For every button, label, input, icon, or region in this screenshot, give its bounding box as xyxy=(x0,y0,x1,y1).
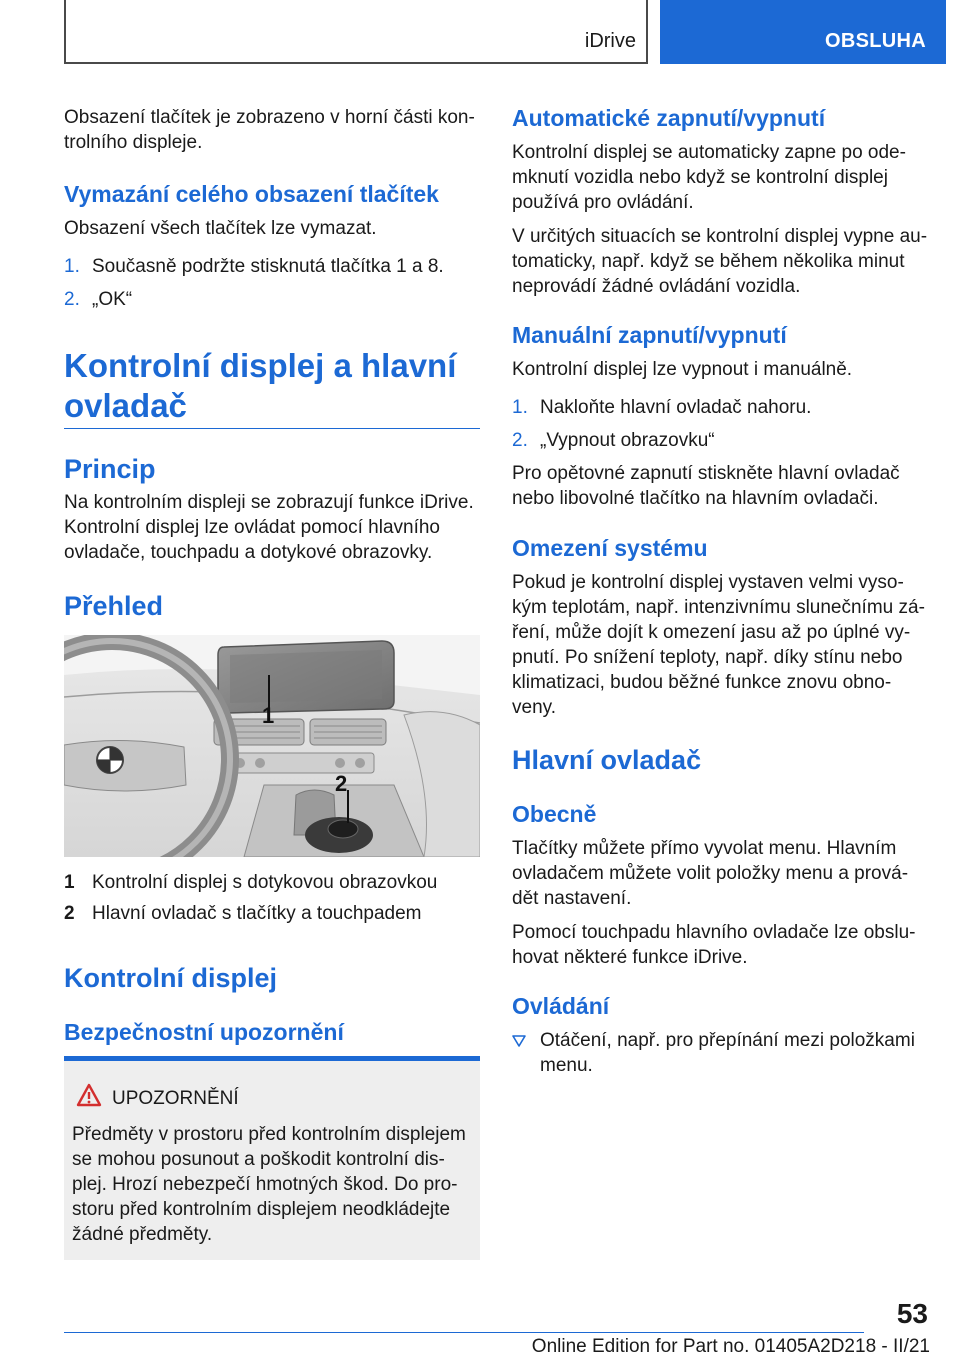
caption-number: 1 xyxy=(64,872,75,893)
general-p2-line-1: Pomocí touchpadu hlavního ovladače lze obslu- xyxy=(512,922,916,943)
clear-step-2 xyxy=(64,287,480,312)
limit-line-1: Pokud je kontrolní displej vystaven velmi vyso- xyxy=(512,572,904,593)
general-heading: Obecně xyxy=(512,801,597,827)
main-title-line-2: ovladač xyxy=(64,387,187,424)
figure-callout-2: 2 xyxy=(335,771,348,796)
caption-text: Kontrolní displej s dotykovou obrazovkou xyxy=(92,872,438,893)
auto-p2-line-1: V určitých situacích se kontrolní displej vypne au- xyxy=(512,226,928,247)
caption-2 xyxy=(64,901,480,926)
auto-p2-line-3: neprovádí žádné ovládání vozidla. xyxy=(512,276,801,297)
principle-line-2: Kontrolní displej lze ovládat pomocí hlavního xyxy=(64,517,441,538)
header-section-label: iDrive xyxy=(584,30,636,52)
footer-rule xyxy=(64,1332,864,1333)
general-p1-line-3: dět nastavení. xyxy=(512,888,632,909)
caption-number: 2 xyxy=(64,903,75,924)
triangle-bullet-icon xyxy=(512,1035,526,1047)
dashboard-figure xyxy=(64,635,480,857)
header-chapter-tab xyxy=(660,0,946,64)
auto-p1-line-2: mknutí vozidla nebo když se kontrolní displej xyxy=(512,167,888,188)
clear-step-1 xyxy=(64,254,480,279)
limit-line-3: ření, může dojít k omezení jasu až po úplné vy- xyxy=(512,622,911,643)
manual-heading: Manuální zapnutí/vypnutí xyxy=(512,322,787,348)
overview-heading: Přehled xyxy=(64,591,164,621)
safety-heading: Bezpečnostní upozornění xyxy=(64,1019,344,1045)
display-heading: Kontrolní displej xyxy=(64,963,277,993)
step-text: „Vypnout obrazovku“ xyxy=(540,430,715,451)
warning-line-4: storu před kontrolním displejem neodkládejte xyxy=(72,1199,451,1220)
figure-callout-1: 1 xyxy=(262,703,275,728)
header-chapter-label: OBSLUHA xyxy=(825,30,926,52)
caption-text: Hlavní ovladač s tlačítky a touchpadem xyxy=(92,903,422,924)
footer-edition: Online Edition for Part no. 01405A2D218 - II/21 xyxy=(531,1336,930,1357)
warning-line-2: se mohou posunout a poškodit kontrolní dis- xyxy=(72,1149,445,1170)
warning-triangle-icon xyxy=(76,1083,102,1107)
main-title-rule xyxy=(64,428,480,429)
page-number: 53 xyxy=(896,1298,928,1329)
dashboard-illustration xyxy=(64,635,480,857)
caption-1 xyxy=(64,870,480,895)
manual-text: Kontrolní displej lze vypnout i manuálně. xyxy=(512,359,853,380)
limit-line-6: veny. xyxy=(512,697,557,718)
intro-line-1: Obsazení tlačítek je zobrazeno v horní části kon- xyxy=(64,107,475,128)
manual-after-line-1: Pro opětovné zapnutí stiskněte hlavní ovladač xyxy=(512,463,900,484)
warning-title: UPOZORNĚNÍ xyxy=(112,1088,239,1109)
limit-line-5: klimatizaci, budou běžné funkce znovu obno- xyxy=(512,672,892,693)
controller-heading: Hlavní ovladač xyxy=(512,745,702,775)
general-p1-line-2: ovladačem můžete volit položky menu a prová- xyxy=(512,863,909,884)
manual-step-2 xyxy=(512,428,928,453)
principle-heading: Princip xyxy=(64,454,156,484)
principle-line-1: Na kontrolním displeji se zobrazují funkce iDrive. xyxy=(64,492,474,513)
clear-text: Obsazení všech tlačítek lze vymazat. xyxy=(64,218,377,239)
limit-heading: Omezení systému xyxy=(512,535,708,561)
auto-p1-line-3: používá pro ovládání. xyxy=(512,192,694,213)
operation-bullet xyxy=(512,1028,928,1078)
step-number: 1. xyxy=(64,256,80,277)
manual-after-line-2: nebo libovolné tlačítko na hlavním ovladači. xyxy=(512,488,879,509)
limit-line-2: kým teplotám, např. intenzivnímu slunečnímu zá- xyxy=(512,597,925,618)
step-text: „OK“ xyxy=(92,289,133,310)
general-p1-line-1: Tlačítky můžete přímo vyvolat menu. Hlavním xyxy=(512,838,897,859)
main-title-line-1: Kontrolní displej a hlavní xyxy=(64,347,457,384)
manual-step-1 xyxy=(512,395,928,420)
header-section-box xyxy=(64,0,648,64)
operation-line-1: Otáčení, např. pro přepínání mezi položkami xyxy=(540,1030,915,1051)
principle-line-3: ovladače, touchpadu a dotykové obrazovky. xyxy=(64,542,433,563)
warning-line-3: plej. Hrozí nebezpečí hmotných škod. Do pro- xyxy=(72,1174,458,1195)
warning-line-5: žádné předměty. xyxy=(72,1224,213,1245)
step-number: 1. xyxy=(512,397,528,418)
auto-heading: Automatické zapnutí/vypnutí xyxy=(512,105,826,131)
intro-line-2: trolního displeje. xyxy=(64,132,203,153)
warning-box xyxy=(64,1056,480,1260)
auto-p2-line-2: tomaticky, např. když se během několika minut xyxy=(512,251,905,272)
step-number: 2. xyxy=(64,289,80,310)
step-text: Nakloňte hlavní ovladač nahoru. xyxy=(540,397,812,418)
step-text: Současně podržte stisknutá tlačítka 1 a 8. xyxy=(92,256,444,277)
limit-line-4: pnutí. Po snížení teploty, např. díky stínu nebo xyxy=(512,647,903,668)
operation-heading: Ovládání xyxy=(512,993,610,1019)
warning-line-1: Předměty v prostoru před kontrolním displejem xyxy=(72,1124,466,1145)
general-p2-line-2: hovat některé funkce iDrive. xyxy=(512,947,748,968)
step-number: 2. xyxy=(512,430,528,451)
auto-p1-line-1: Kontrolní displej se automaticky zapne po ode- xyxy=(512,142,906,163)
operation-line-2: menu. xyxy=(540,1055,593,1076)
clear-heading: Vymazání celého obsazení tlačítek xyxy=(64,181,439,207)
